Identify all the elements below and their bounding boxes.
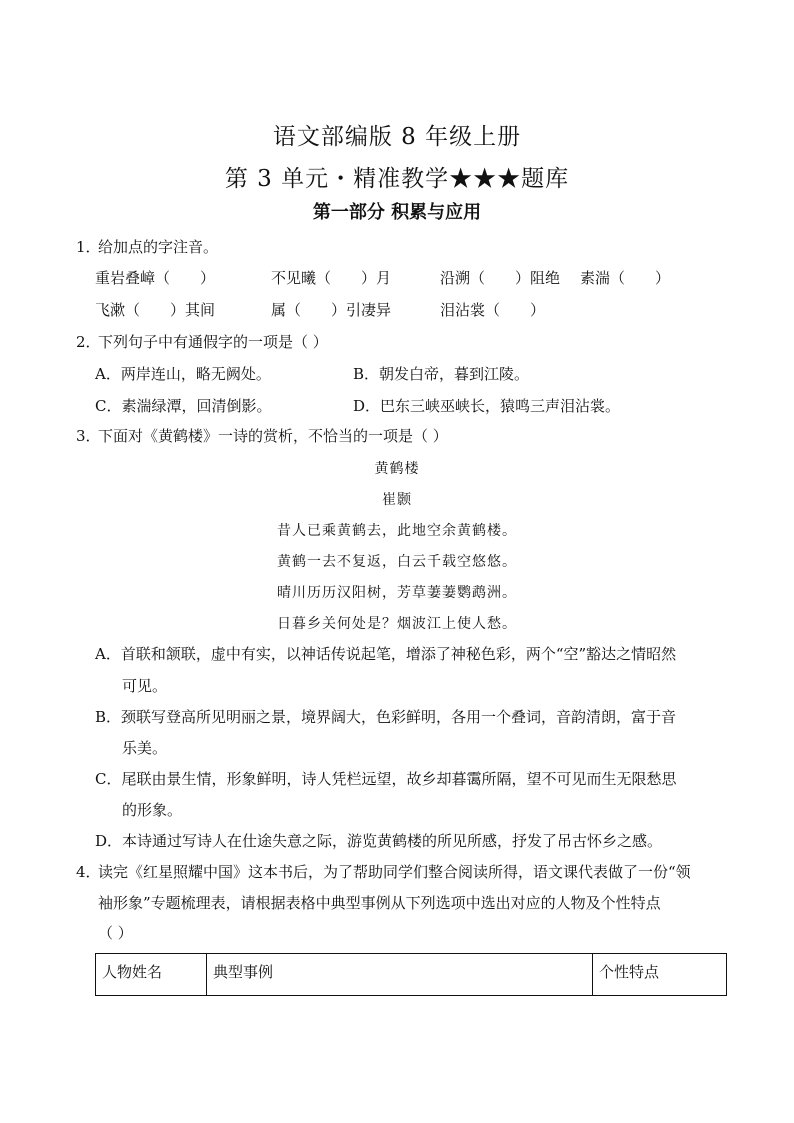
question-number: 4． bbox=[76, 863, 101, 881]
option-c: C．素湍绿潭，回清倒影。 bbox=[95, 397, 272, 415]
poem-author: 崔颢 bbox=[382, 492, 412, 508]
option-c-continued: 的形象。 bbox=[122, 801, 183, 819]
question-stem: 读完《红星照耀中国》这本书后，为了帮助同学们整合阅读所得，语文课代表做了一份“领 bbox=[98, 863, 691, 881]
question-stem: 给加点的字注音。 bbox=[98, 238, 219, 256]
question-number: 2． bbox=[76, 333, 101, 351]
q1-item: 沿溯（ ）阻绝 bbox=[440, 269, 561, 287]
poem-title: 黄鹤楼 bbox=[374, 461, 420, 477]
option-d: D．本诗通过写诗人在仕途失意之际，游览黄鹤楼的所见所感，抒发了吊古怀乡之感。 bbox=[95, 832, 663, 850]
q1-item: 不见曦（ ）月 bbox=[271, 269, 392, 287]
option-a: A．两岸连山，略无阙处。 bbox=[95, 365, 271, 383]
section-heading: 第一部分 积累与应用 bbox=[312, 202, 482, 223]
question-number: 1． bbox=[76, 238, 101, 256]
option-b-continued: 乐美。 bbox=[122, 739, 168, 757]
q1-item: 重岩叠嶂（ ） bbox=[95, 269, 216, 287]
poem-line: 晴川历历汉阳树，芳草萋萋鹦鹉洲。 bbox=[277, 585, 517, 601]
option-c: C．尾联由景生情，形象鲜明，诗人凭栏远望，故乡却暮霭所隔，望不可见而生无限愁思 bbox=[95, 770, 677, 788]
question-4 bbox=[76, 862, 691, 882]
table-header-trait: 个性特点 bbox=[593, 954, 727, 996]
question-1 bbox=[76, 237, 218, 257]
option-a-continued: 可见。 bbox=[122, 677, 168, 695]
page-subtitle: 第 3 单元・精准教学★★★题库 bbox=[224, 166, 570, 192]
question-3 bbox=[76, 426, 448, 446]
question-stem: 下面对《黄鹤楼》一诗的赏析，不恰当的一项是（ ） bbox=[98, 427, 448, 445]
q1-item: 泪沾裳（ ） bbox=[440, 301, 546, 319]
question-2 bbox=[76, 332, 328, 352]
summary-table bbox=[95, 953, 727, 996]
question-stem-continued: 袖形象”专题梳理表，请根据表格中典型事例从下列选项中选出对应的人物及个性特点 bbox=[98, 894, 661, 912]
option-b: B．朝发白帝，暮到江陵。 bbox=[353, 365, 530, 383]
answer-blank: （ ） bbox=[98, 924, 133, 942]
poem-line: 黄鹤一去不复返，白云千载空悠悠。 bbox=[277, 554, 517, 570]
option-b: B．颈联写登高所见明丽之景，境界阔大，色彩鲜明，各用一个叠词，音韵清朗，富于音 bbox=[95, 708, 677, 726]
question-stem: 下列句子中有通假字的一项是（ ） bbox=[98, 333, 328, 351]
table-header-event: 典型事例 bbox=[207, 954, 593, 996]
q1-item: 飞漱（ ）其间 bbox=[95, 301, 216, 319]
page-title: 语文部编版 8 年级上册 bbox=[272, 124, 522, 150]
q1-item: 素湍（ ） bbox=[580, 269, 671, 287]
q1-item: 属（ ）引凄异 bbox=[271, 301, 392, 319]
option-d: D．巴东三峡巫峡长，猿鸣三声泪沾裳。 bbox=[353, 397, 621, 415]
poem-line: 昔人已乘黄鹤去，此地空余黄鹤楼。 bbox=[277, 523, 517, 539]
question-number: 3． bbox=[76, 427, 101, 445]
table-header-name: 人物姓名 bbox=[96, 954, 207, 996]
table-header-row bbox=[96, 954, 727, 996]
option-a: A．首联和颔联，虚中有实，以神话传说起笔，增添了神秘色彩，两个“空”豁达之情昭然 bbox=[95, 645, 677, 663]
poem-line: 日暮乡关何处是？烟波江上使人愁。 bbox=[277, 616, 517, 632]
